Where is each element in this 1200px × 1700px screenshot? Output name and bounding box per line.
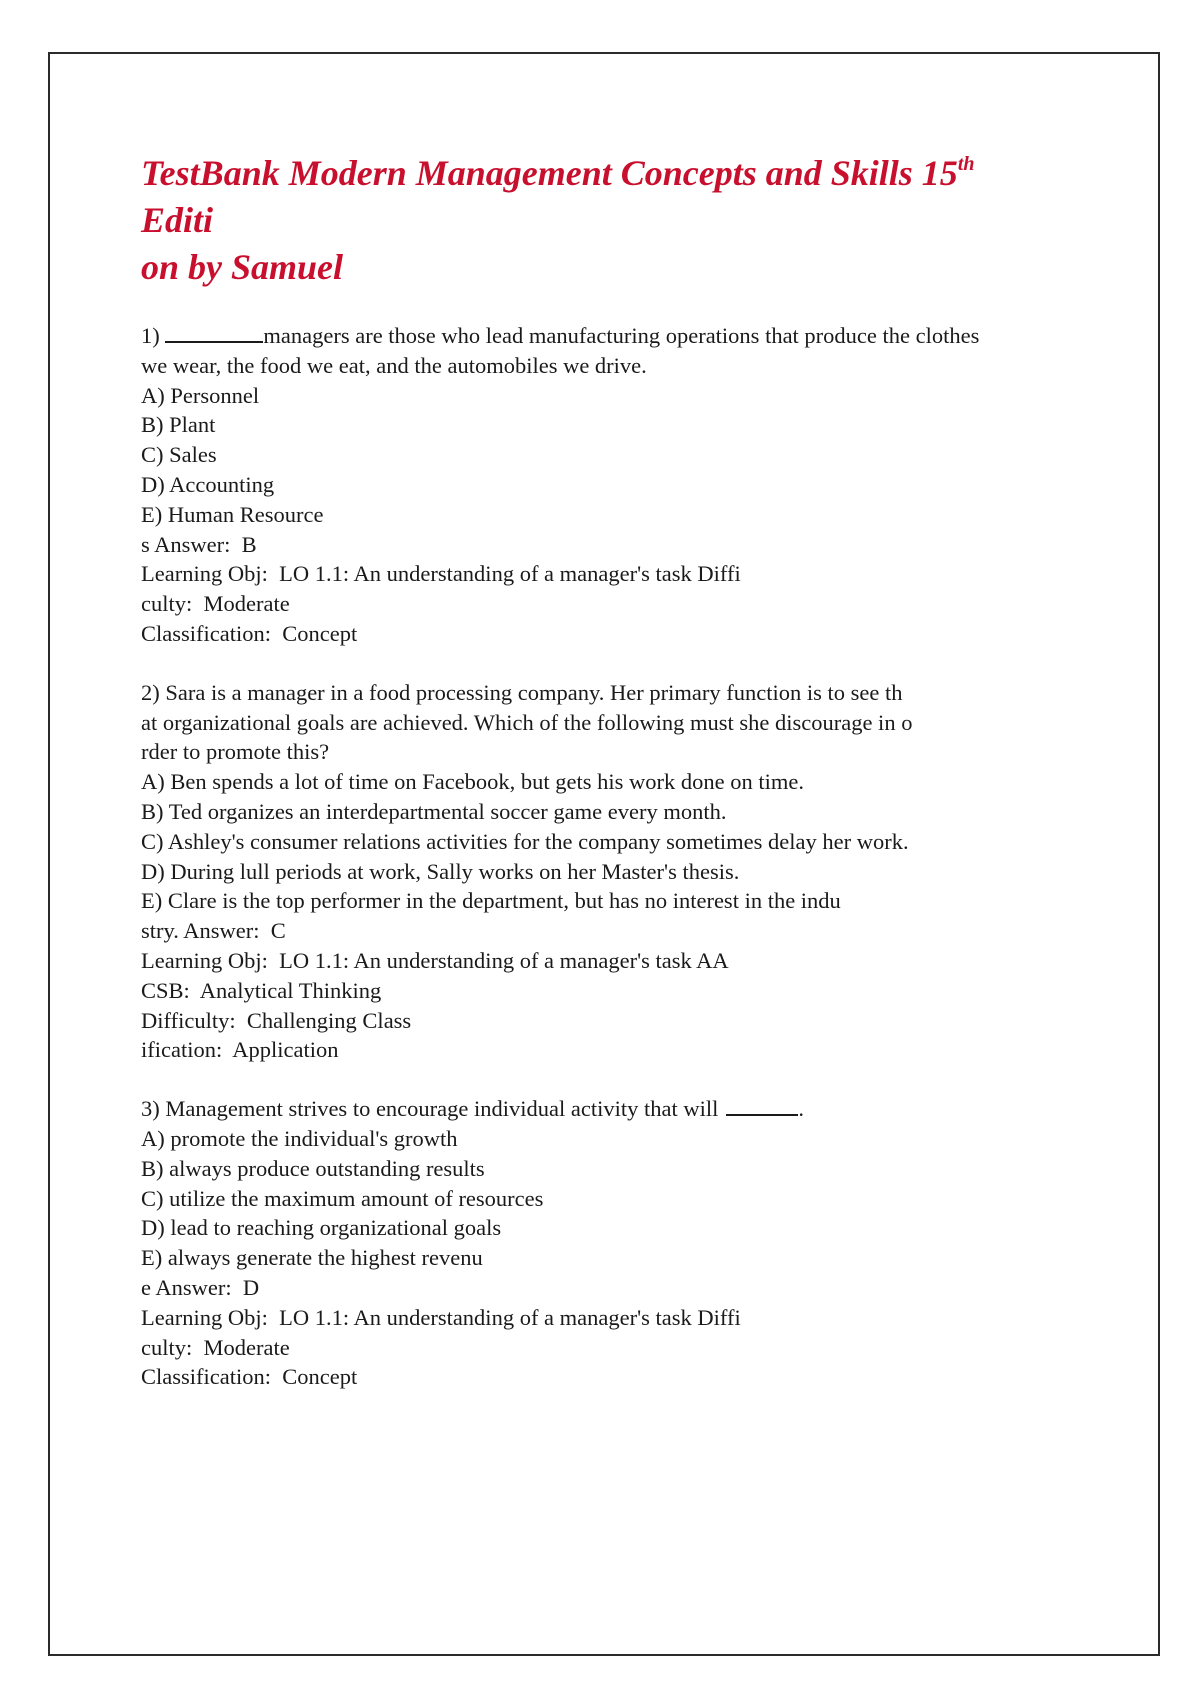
- question-2-option-d: D) During lull periods at work, Sally works on her Master's thesis.: [141, 858, 740, 884]
- question-1-option-b: B) Plant: [141, 412, 216, 438]
- question-1-difficulty: culty: Moderate: [141, 591, 290, 617]
- question-1-number: 1): [141, 323, 160, 348]
- question-1-stem-text: managers are those who lead manufacturing operations that produce the clothes: [263, 323, 980, 348]
- question-1-learning-obj: Learning Obj: LO 1.1: An understanding of a manager's task Diffi: [141, 561, 741, 587]
- question-1-option-e: E) Human Resource: [141, 501, 324, 527]
- question-3-difficulty: culty: Moderate: [141, 1334, 290, 1360]
- question-2-option-b: B) Ted organizes an interdepartmental soccer game every month.: [141, 798, 727, 824]
- question-2-answer: stry. Answer: C: [141, 918, 286, 944]
- question-3-option-b: B) always produce outstanding results: [141, 1155, 485, 1181]
- question-2-option-c: C) Ashley's consumer relations activities for the company sometimes delay her work.: [141, 828, 909, 854]
- question-1-answer: s Answer: B: [141, 531, 257, 557]
- question-2: [141, 678, 1041, 1065]
- question-2-classification: ification: Application: [141, 1037, 339, 1063]
- question-1-stem-line1: [141, 321, 1041, 351]
- fill-in-blank: [726, 1096, 798, 1116]
- question-2-csb: CSB: Analytical Thinking: [141, 977, 382, 1003]
- question-3-option-c: C) utilize the maximum amount of resources: [141, 1185, 544, 1211]
- question-2-stem-line1: 2) Sara is a manager in a food processing company. Her primary function is to see th: [141, 679, 903, 705]
- question-3-stem: [141, 1094, 1041, 1124]
- question-1-classification: Classification: Concept: [141, 620, 358, 646]
- question-1-option-d: D) Accounting: [141, 471, 275, 497]
- question-1-stem-line2: we wear, the food we eat, and the automobiles we drive.: [141, 352, 647, 378]
- question-2-learning-obj: Learning Obj: LO 1.1: An understanding of a manager's task AA: [141, 947, 729, 973]
- document-title: [141, 150, 1041, 291]
- question-1-option-a: A) Personnel: [141, 382, 260, 408]
- question-3: [141, 1094, 1041, 1392]
- question-3-learning-obj: Learning Obj: LO 1.1: An understanding of a manager's task Diffi: [141, 1304, 741, 1330]
- question-1-option-c: C) Sales: [141, 442, 217, 468]
- question-3-classification: Classification: Concept: [141, 1364, 358, 1390]
- title-text-part2: Editi: [141, 200, 214, 240]
- title-text-part1: TestBank Modern Management Concepts and Skills 15: [141, 153, 958, 193]
- title-superscript: th: [957, 153, 975, 175]
- question-2-difficulty: Difficulty: Challenging Class: [141, 1007, 412, 1033]
- title-text-line2: on by Samuel: [141, 247, 344, 287]
- question-3-stem-text: 3) Management strives to encourage individual activity that will: [141, 1096, 719, 1122]
- question-3-option-a: A) promote the individual's growth: [141, 1125, 458, 1151]
- question-1: [141, 321, 1041, 649]
- question-3-option-d: D) lead to reaching organizational goals: [141, 1215, 502, 1241]
- question-2-stem-line2: at organizational goals are achieved. Which of the following must she discourage in o: [141, 709, 913, 735]
- fill-in-blank: [165, 323, 263, 343]
- question-3-option-e: E) always generate the highest revenu: [141, 1245, 483, 1271]
- question-2-option-a: A) Ben spends a lot of time on Facebook, but gets his work done on time.: [141, 769, 805, 795]
- document-body: [141, 150, 1041, 1421]
- question-2-option-e: E) Clare is the top performer in the department, but has no interest in the indu: [141, 888, 841, 914]
- question-3-answer: e Answer: D: [141, 1274, 260, 1300]
- question-2-stem-line3: rder to promote this?: [141, 739, 330, 765]
- question-3-stem-end: .: [798, 1096, 804, 1122]
